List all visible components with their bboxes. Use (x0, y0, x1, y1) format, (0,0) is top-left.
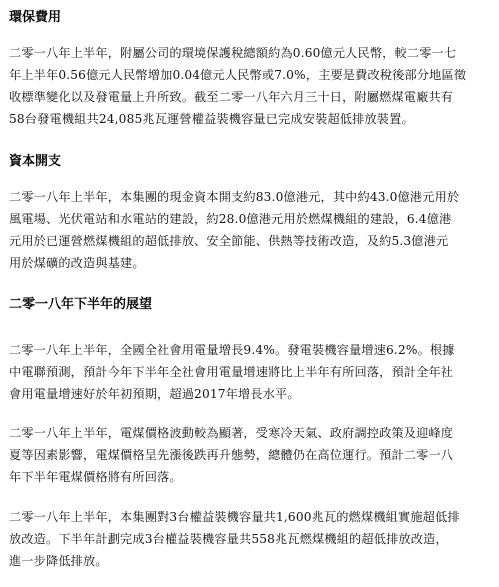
text-line: 元用於已運營燃煤機組的超低排放、安全節能、供熱等技術改造，及約5.3億港元 (9, 234, 449, 248)
text-line: 二零一八年上半年，電煤價格波動較為顯著，受寒冷天氣、政府調控政策及迎峰度 (9, 426, 454, 440)
text-line: 二零一八年上半年，本集團的現金資本開支約83.0億港元，其中約43.0億港元用於 (9, 190, 460, 204)
text-line: 58台發電機組共24,085兆瓦運營權益裝機容量已完成安裝超低排放裝置。 (9, 112, 414, 126)
text-line: 夏等因素影響，電煤價格呈先漲後跌再升態勢，總體仍在高位運行。預計二零一八 (9, 448, 454, 462)
paragraph-outlook-coal-price (9, 422, 493, 488)
text-line: 會用電量增速好於年初預期，超過2017年增長水平。 (9, 387, 300, 401)
paragraph-outlook-emission-retrofit (9, 506, 493, 572)
section-heading-capital-expenditure: 資本開支 (9, 154, 62, 169)
text-line: 年上半年0.56億元人民幣增加0.04億元人民幣或7.0%，主要是費改稅後部分地區徵 (9, 68, 467, 82)
text-line: 年下半年電煤價格將有所回落。 (9, 470, 182, 484)
text-line: 收標準變化以及發電量上升所致。截至二零一八年六月三十日，附屬燃煤電廠共有 (9, 90, 454, 104)
section-heading-outlook: 二零一八年下半年的展望 (9, 297, 153, 312)
text-line: 進一步降低排放。 (9, 554, 108, 568)
text-line: 風電場、光伏電站和水電站的建設，約28.0億港元用於燃煤機組的建設，6.4億港 (9, 212, 452, 226)
text-line: 二零一八年上半年，本集團對3台權益裝機容量共1,600兆瓦的燃煤機組實施超低排 (9, 510, 460, 524)
text-line: 中電聯預測，預計今年下半年全社會用電量增速將比上半年有所回落，預計全年社 (9, 365, 454, 379)
text-line: 放改造。下半年計劃完成3台權益裝機容量共558兆瓦燃煤機組的超低排放改造， (9, 532, 448, 546)
paragraph-capital-expenditure (9, 186, 493, 274)
section-heading-environmental-costs: 環保費用 (9, 10, 62, 25)
text-line: 用於煤礦的改造與基建。 (9, 256, 145, 270)
paragraph-environmental-costs (9, 42, 493, 130)
paragraph-outlook-electricity (9, 339, 493, 405)
text-line: 二零一八年上半年，附屬公司的環境保護稅總額約為0.60億元人民幣，較二零一七 (9, 46, 457, 60)
text-line: 二零一八年上半年，全國全社會用電量增長9.4%。發電裝機容量增速6.2%。根據 (9, 343, 455, 357)
